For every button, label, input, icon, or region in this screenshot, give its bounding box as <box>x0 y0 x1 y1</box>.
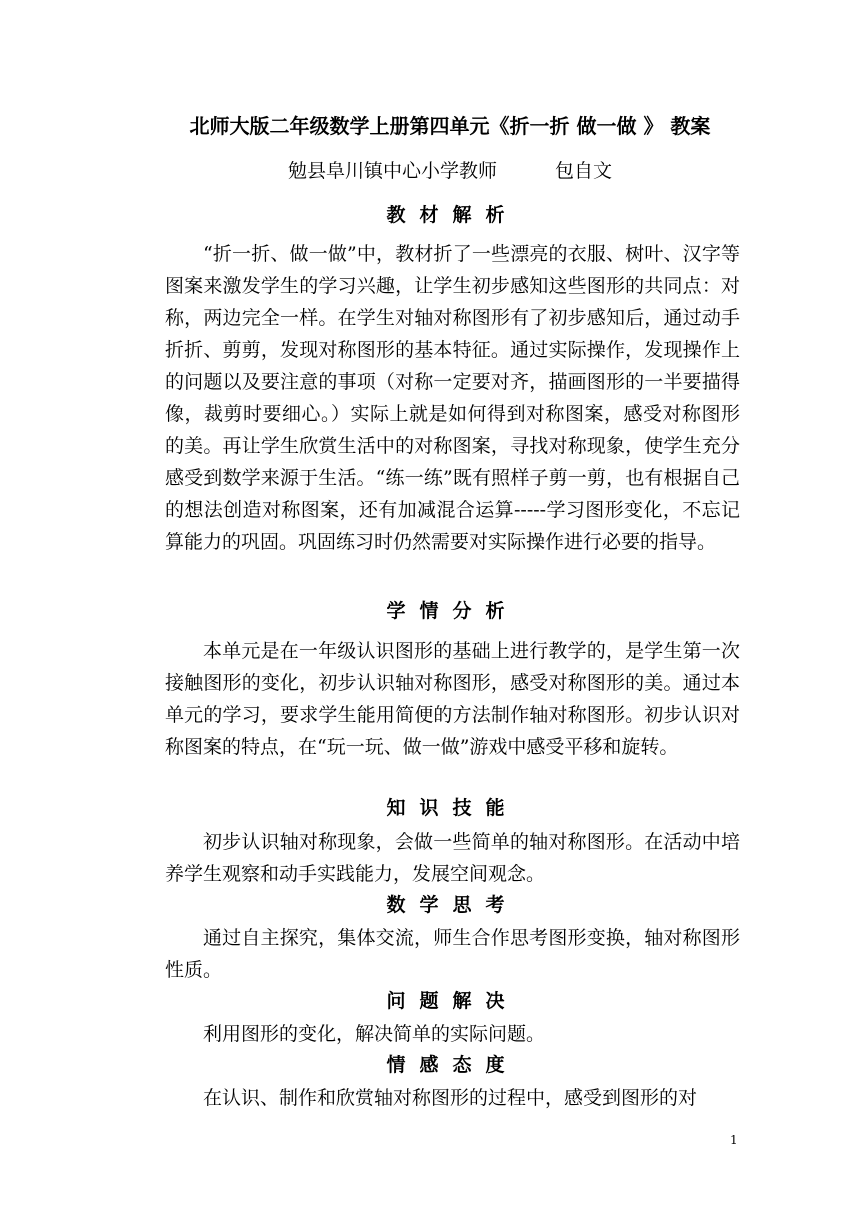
section-heading-textbook-analysis: 教材解析 <box>386 204 519 226</box>
section-heading-emotional-attitude: 情感态度 <box>386 1054 519 1076</box>
section-body-math-thinking: 通过自主探究，集体交流，师生合作思考图形变换，轴对称图形性质。 <box>165 927 740 981</box>
section-heading-learner-analysis: 学情分析 <box>386 600 519 622</box>
author-name: 包自文 <box>555 160 613 182</box>
section-heading-problem-solving: 问题解决 <box>386 990 519 1012</box>
section-body-textbook-analysis: “折一折、做一做”中，教材折了一些漂亮的衣服、树叶、汉字等图案来激发学生的学习兴趣，让学生初步感知这些图形的共同点：对称，两边完全一样。在学生对轴对称图形有了初步感知后，通过动手折折、剪剪，发现对称图形的基本特征。通过实际操作，发现操作上的问题以及要注意的事项（对称一定要对齐，描画图形的一半要描得像，裁剪时要细心。）实际上就是如何得到对称图案，感受对称图形的美。再让学生欣赏生活中的对称图案，寻找对称现象，使学生充分感受到数学来源于生活。“练一练”既有照样子剪一剪，也有根据自己的想法创造对称图案，还有加减混合运算-----学习图形变化，不忘记算能力的巩固。巩固练习时仍然需要对实际操作进行必要的指导。 <box>165 243 740 553</box>
author-line <box>100 156 800 186</box>
author-school: 勉县阜川镇中心小学教师 <box>287 160 497 182</box>
section-body-problem-solving: 利用图形的变化，解决简单的实际问题。 <box>203 1023 546 1045</box>
section-heading-knowledge-skills: 知识技能 <box>386 797 519 819</box>
page-number: 1 <box>730 1133 738 1147</box>
section-heading-math-thinking: 数学思考 <box>386 894 519 916</box>
section-body-learner-analysis: 本单元是在一年级认识图形的基础上进行教学的，是学生第一次接触图形的变化，初步认识轴对称图形，感受对称图形的美。通过本单元的学习，要求学生能用简便的方法制作轴对称图形。初步认识对称图案的特点，在“玩一玩、做一做”游戏中感受平移和旋转。 <box>165 640 740 758</box>
section-body-emotional-attitude: 在认识、制作和欣赏轴对称图形的过程中，感受到图形的对 <box>203 1087 698 1109</box>
section-body-knowledge-skills: 初步认识轴对称现象，会做一些简单的轴对称图形。在活动中培养学生观察和动手实践能力，发展空间观念。 <box>165 831 740 885</box>
document-title: 北师大版二年级数学上册第四单元《折一折 做一做 》 教案 <box>189 114 711 138</box>
